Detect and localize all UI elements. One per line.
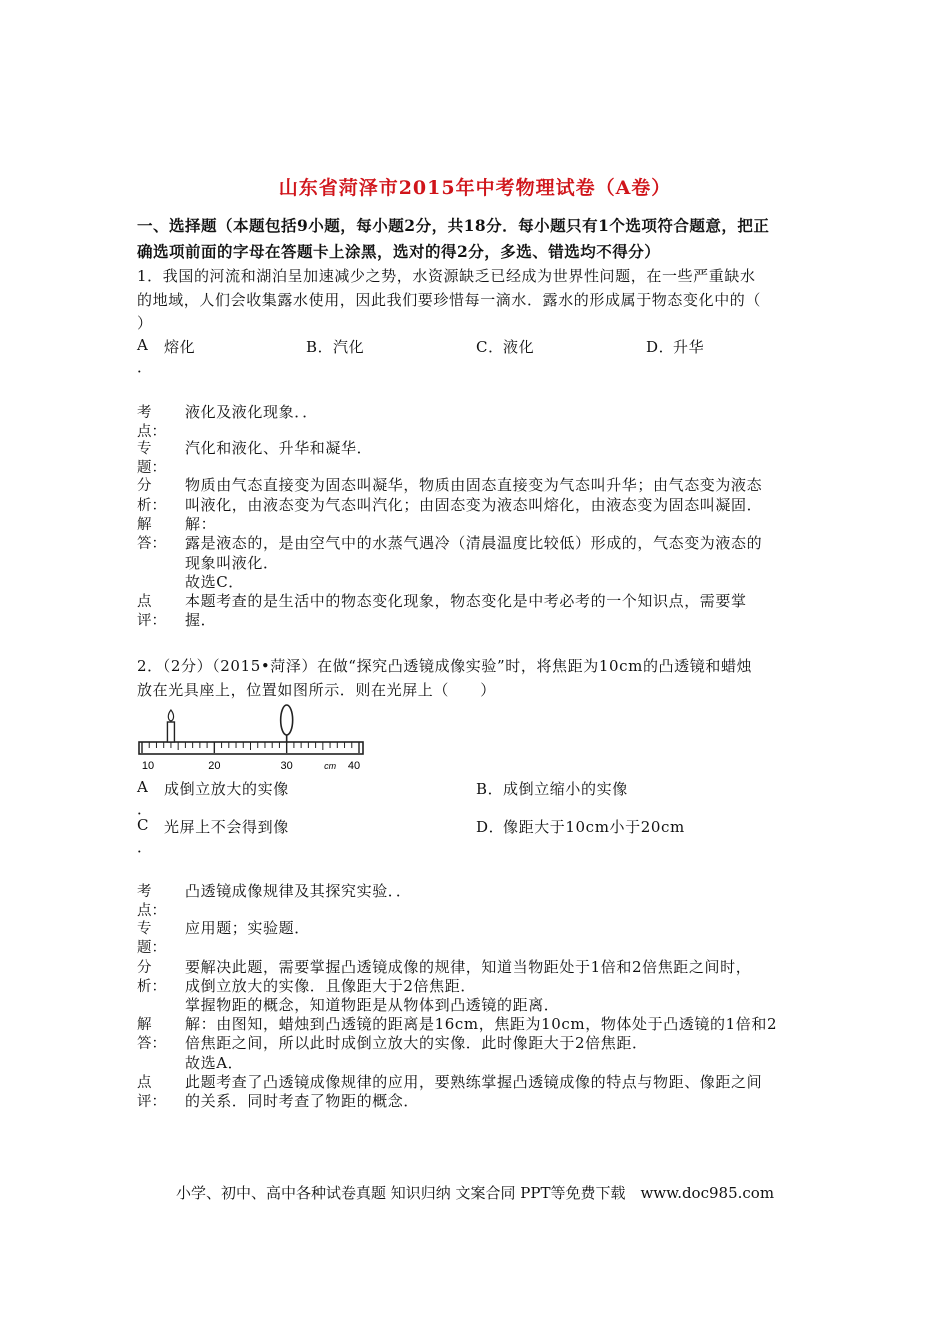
q1-option-a-letter: A xyxy=(137,336,149,354)
q1-stem-line2: 的地域，人们会收集露水使用，因此我们要珍惜每一滴水．露水的形成属于物态变化中的（ xyxy=(137,291,762,309)
q1-dianping-label-2: 评： xyxy=(137,613,166,629)
q2-option-c-text: 光屏上不会得到像 xyxy=(164,818,289,836)
q1-zhuanti-label-1: 专 xyxy=(137,441,152,457)
q2-option-b-letter: B． xyxy=(476,780,504,798)
q1-zhuanti-label-2: 题： xyxy=(137,460,166,476)
q2-fenxi-label-1: 分 xyxy=(137,960,152,976)
page-footer: 小学、初中、高中各种试卷真题 知识归纳 文案合同 PPT等免费下载 www.doc985.com xyxy=(175,1184,775,1202)
q2-option-dot-1: ． xyxy=(137,800,153,818)
q1-option-dot: ． xyxy=(137,358,153,376)
q1-jieda-label-2: 答： xyxy=(137,536,166,552)
q1-kaodian: 液化及液化现象．． xyxy=(185,403,318,421)
q1-jieda-line2: 露是液态的，是由空气中的水蒸气遇冷（清晨温度比较低）形成的，气态变为液态的 xyxy=(185,534,763,552)
q2-option-d-letter: D． xyxy=(476,818,505,836)
q2-jieda-label-1: 解 xyxy=(137,1017,152,1033)
q2-fenxi-line1: 要解决此题，需要掌握凸透镜成像的规律，知道当物距处于1倍和2倍焦距之间时， xyxy=(185,958,752,976)
q1-dianping-line1: 本题考查的是生活中的物态变化现象，物态变化是中考必考的一个知识点，需要掌 xyxy=(185,592,747,610)
q2-fenxi-line2: 成倒立放大的实像．且像距大于2倍焦距． xyxy=(185,977,476,995)
q2-jieda-line3: 故选A． xyxy=(185,1054,244,1072)
q2-zhuanti-label-1: 专 xyxy=(137,921,152,937)
tick-label-40: 40 xyxy=(347,760,361,772)
q1-jieda-label-1: 解 xyxy=(137,517,152,533)
page-title: 山东省菏泽市2015年中考物理试卷（A卷） xyxy=(278,177,672,199)
q2-fenxi-label-2: 析： xyxy=(137,979,166,995)
q2-dianping-label-1: 点 xyxy=(137,1075,152,1091)
q2-kaodian-label-2: 点： xyxy=(137,903,166,919)
q1-stem-line3: ） xyxy=(137,314,153,332)
q2-zhuanti-label-2: 题： xyxy=(137,940,166,956)
tick-label-unit: cm xyxy=(324,761,337,771)
optical-bench-figure xyxy=(137,702,367,774)
q1-jieda-line4: 故选C． xyxy=(185,573,244,591)
q2-option-b-text: 成倒立缩小的实像 xyxy=(503,780,628,798)
q1-option-d-text: 升华 xyxy=(673,338,705,356)
q2-option-d-text: 像距大于10cm小于20cm xyxy=(503,818,685,836)
tick-label-30: 30 xyxy=(280,760,293,772)
q1-option-a-text: 熔化 xyxy=(164,338,196,356)
q1-zhuanti: 汽化和液化、升华和凝华． xyxy=(185,439,373,457)
tick-label-10: 10 xyxy=(141,760,155,772)
tick-label-20: 20 xyxy=(208,760,221,772)
q2-kaodian: 凸透镜成像规律及其探究实验．． xyxy=(185,882,412,900)
q1-kaodian-label-1: 考 xyxy=(137,405,152,421)
q2-option-a-letter: A xyxy=(137,778,149,796)
q1-dianping-label-1: 点 xyxy=(137,594,152,610)
q2-stem-line2: 放在光具座上，位置如图所示．则在光屏上（ ） xyxy=(137,681,496,699)
q1-jieda-line3: 现象叫液化． xyxy=(185,554,279,572)
q1-stem-line1: 1．我国的河流和湖泊呈加速减少之势，水资源缺乏已经成为世界性问题，在一些严重缺水 xyxy=(137,267,756,285)
convex-lens-icon xyxy=(281,705,293,742)
q1-jieda-line1: 解： xyxy=(185,515,217,533)
q1-option-b-letter: B． xyxy=(306,338,334,356)
section-heading-line2: 确选项前面的字母在答题卡上涂黑，选对的得2分，多选、错选均不得分） xyxy=(137,242,661,261)
q1-fenxi-label-1: 分 xyxy=(137,478,152,494)
q1-fenxi-label-2: 析： xyxy=(137,498,166,514)
section-heading-line1: 一、选择题（本题包括9小题，每小题2分，共18分．每小题只有1个选项符合题意，把正 xyxy=(137,216,770,235)
q2-dianping-line2: 的关系．同时考查了物距的概念． xyxy=(185,1092,420,1110)
q2-stem-line1: 2．（2分）（2015•菏泽）在做“探究凸透镜成像实验”时，将焦距为10cm的凸透镜和蜡烛 xyxy=(137,657,753,675)
q2-option-a-text: 成倒立放大的实像 xyxy=(164,780,289,798)
q2-kaodian-label-1: 考 xyxy=(137,884,152,900)
q2-dianping-label-2: 评： xyxy=(137,1094,166,1110)
q2-dianping-line1: 此题考查了凸透镜成像规律的应用，要熟练掌握凸透镜成像的特点与物距、像距之间 xyxy=(185,1073,763,1091)
q1-option-c-text: 液化 xyxy=(503,338,535,356)
q2-zhuanti: 应用题；实验题． xyxy=(185,919,310,937)
q2-fenxi-line3: 掌握物距的概念，知道物距是从物体到凸透镜的距离． xyxy=(185,996,560,1014)
q2-option-c-letter: C xyxy=(137,816,150,834)
q1-option-c-letter: C． xyxy=(476,338,504,356)
candle-icon xyxy=(167,710,174,742)
q2-jieda-label-2: 答： xyxy=(137,1036,166,1052)
q1-fenxi-line2: 叫液化，由液态变为气态叫汽化；由固态变为液态叫熔化，由液态变为固态叫凝固． xyxy=(185,496,763,514)
q1-option-d-letter: D． xyxy=(646,338,675,356)
q1-kaodian-label-2: 点： xyxy=(137,424,166,440)
q1-option-b-text: 汽化 xyxy=(333,338,365,356)
q2-jieda-line1: 解：由图知，蜡烛到凸透镜的距离是16cm，焦距为10cm，物体处于凸透镜的1倍和2 xyxy=(185,1015,778,1033)
q1-dianping-line2: 握． xyxy=(185,611,217,629)
q2-option-dot-2: ． xyxy=(137,838,153,856)
q2-jieda-line2: 倍焦距之间，所以此时成倒立放大的实像．此时像距大于2倍焦距． xyxy=(185,1034,648,1052)
q1-fenxi-line1: 物质由气态直接变为固态叫凝华，物质由固态直接变为气态叫升华；由气态变为液态 xyxy=(185,476,763,494)
